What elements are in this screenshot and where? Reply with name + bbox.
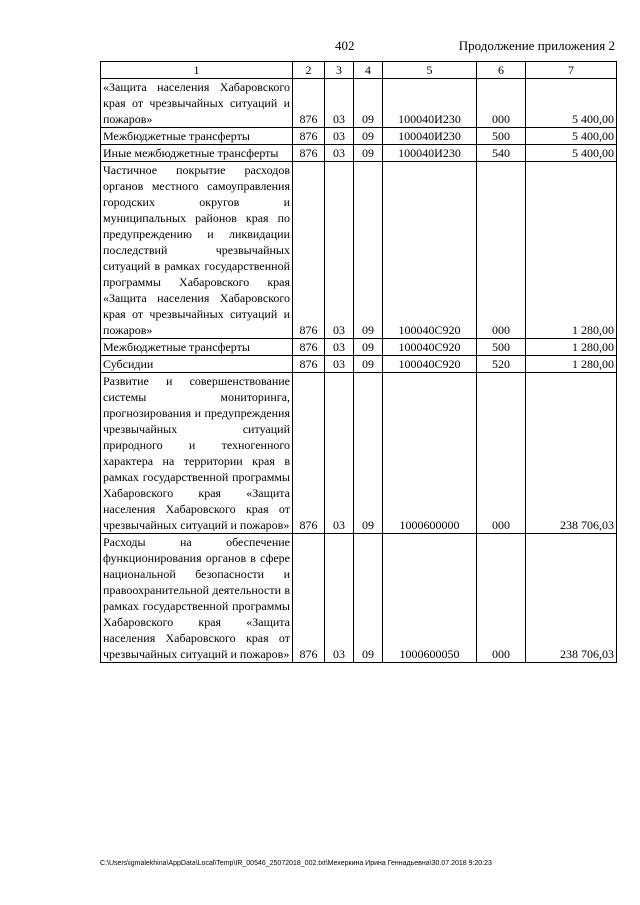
target-code: 100040И230 bbox=[383, 145, 477, 162]
section-code: 03 bbox=[325, 128, 354, 145]
target-code: 100040С920 bbox=[383, 356, 477, 373]
expense-type-code: 500 bbox=[477, 339, 526, 356]
amount: 238 706,03 bbox=[526, 534, 617, 663]
amount: 1 280,00 bbox=[526, 356, 617, 373]
target-code: 100040И230 bbox=[383, 79, 477, 128]
expense-type-code: 000 bbox=[477, 534, 526, 663]
column-header: 5 bbox=[383, 62, 477, 79]
expense-name: Развитие и совершенствование системы мониторинга, прогнозирования и предупреждения чрезвычайных ситуаций природного и техногенного характера на территории края в рамках государственной программы Хабаровского края «Защита населения Хабаровского края от чрезвычайных ситуаций и пожаров» bbox=[101, 373, 293, 534]
table-row bbox=[101, 128, 617, 145]
expense-name: «Защита населения Хабаровского края от чрезвычайных ситуаций и пожаров» bbox=[101, 79, 293, 128]
ministry-code: 876 bbox=[293, 162, 325, 339]
amount: 1 280,00 bbox=[526, 162, 617, 339]
section-code: 03 bbox=[325, 79, 354, 128]
section-code: 03 bbox=[325, 356, 354, 373]
table-row bbox=[101, 79, 617, 128]
ministry-code: 876 bbox=[293, 339, 325, 356]
budget-table bbox=[100, 61, 617, 663]
expense-name: Субсидии bbox=[101, 356, 293, 373]
column-header: 4 bbox=[354, 62, 383, 79]
section-code: 03 bbox=[325, 534, 354, 663]
file-path-footer: C:\Users\igmalekhina\AppData\Local\Temp\IR_00546_25072018_002.txt\Мехеркина Ирина Геннадьевна\30.07.2018 9:20:23 bbox=[100, 860, 492, 867]
expense-type-code: 520 bbox=[477, 356, 526, 373]
column-header: 2 bbox=[293, 62, 325, 79]
section-code: 03 bbox=[325, 373, 354, 534]
expense-name: Расходы на обеспечение функционирования органов в сфере национальной безопасности и правоохранительной деятельности в рамках государственной программы Хабаровского края «Защита населения Хабаровского края от чрезвычайных ситуаций и пожаров» bbox=[101, 534, 293, 663]
table-header-row bbox=[101, 62, 617, 79]
table-row bbox=[101, 162, 617, 339]
table-row bbox=[101, 373, 617, 534]
subsection-code: 09 bbox=[354, 145, 383, 162]
amount: 238 706,03 bbox=[526, 373, 617, 534]
ministry-code: 876 bbox=[293, 79, 325, 128]
expense-name: Иные межбюджетные трансферты bbox=[101, 145, 293, 162]
subsection-code: 09 bbox=[354, 79, 383, 128]
column-header: 7 bbox=[526, 62, 617, 79]
column-header: 6 bbox=[477, 62, 526, 79]
expense-type-code: 540 bbox=[477, 145, 526, 162]
table-row bbox=[101, 145, 617, 162]
expense-type-code: 000 bbox=[477, 373, 526, 534]
page-number: 402 bbox=[335, 38, 355, 53]
section-code: 03 bbox=[325, 145, 354, 162]
amount: 5 400,00 bbox=[526, 145, 617, 162]
target-code: 1000600050 bbox=[383, 534, 477, 663]
subsection-code: 09 bbox=[354, 339, 383, 356]
subsection-code: 09 bbox=[354, 373, 383, 534]
section-code: 03 bbox=[325, 162, 354, 339]
subsection-code: 09 bbox=[354, 128, 383, 145]
target-code: 100040С920 bbox=[383, 162, 477, 339]
expense-name: Межбюджетные трансферты bbox=[101, 128, 293, 145]
ministry-code: 876 bbox=[293, 128, 325, 145]
expense-name: Межбюджетные трансферты bbox=[101, 339, 293, 356]
continuation-label: Продолжение приложения 2 bbox=[458, 38, 615, 53]
amount: 5 400,00 bbox=[526, 128, 617, 145]
column-header: 3 bbox=[325, 62, 354, 79]
table-row bbox=[101, 534, 617, 663]
table-row bbox=[101, 356, 617, 373]
expense-name: Частичное покрытие расходов органов местного самоуправления городских округов и муниципальных районов края по предупреждению и ликвидации последствий чрезвычайных ситуаций в рамках государственной программы Хабаровского края «Защита населения Хабаровского края от чрезвычайных ситуаций и пожаров» bbox=[101, 162, 293, 339]
table-row bbox=[101, 339, 617, 356]
expense-type-code: 000 bbox=[477, 79, 526, 128]
expense-type-code: 500 bbox=[477, 128, 526, 145]
subsection-code: 09 bbox=[354, 162, 383, 339]
target-code: 100040И230 bbox=[383, 128, 477, 145]
subsection-code: 09 bbox=[354, 534, 383, 663]
amount: 1 280,00 bbox=[526, 339, 617, 356]
ministry-code: 876 bbox=[293, 373, 325, 534]
ministry-code: 876 bbox=[293, 145, 325, 162]
ministry-code: 876 bbox=[293, 356, 325, 373]
amount: 5 400,00 bbox=[526, 79, 617, 128]
expense-type-code: 000 bbox=[477, 162, 526, 339]
target-code: 1000600000 bbox=[383, 373, 477, 534]
target-code: 100040С920 bbox=[383, 339, 477, 356]
section-code: 03 bbox=[325, 339, 354, 356]
subsection-code: 09 bbox=[354, 356, 383, 373]
column-header: 1 bbox=[101, 62, 293, 79]
ministry-code: 876 bbox=[293, 534, 325, 663]
